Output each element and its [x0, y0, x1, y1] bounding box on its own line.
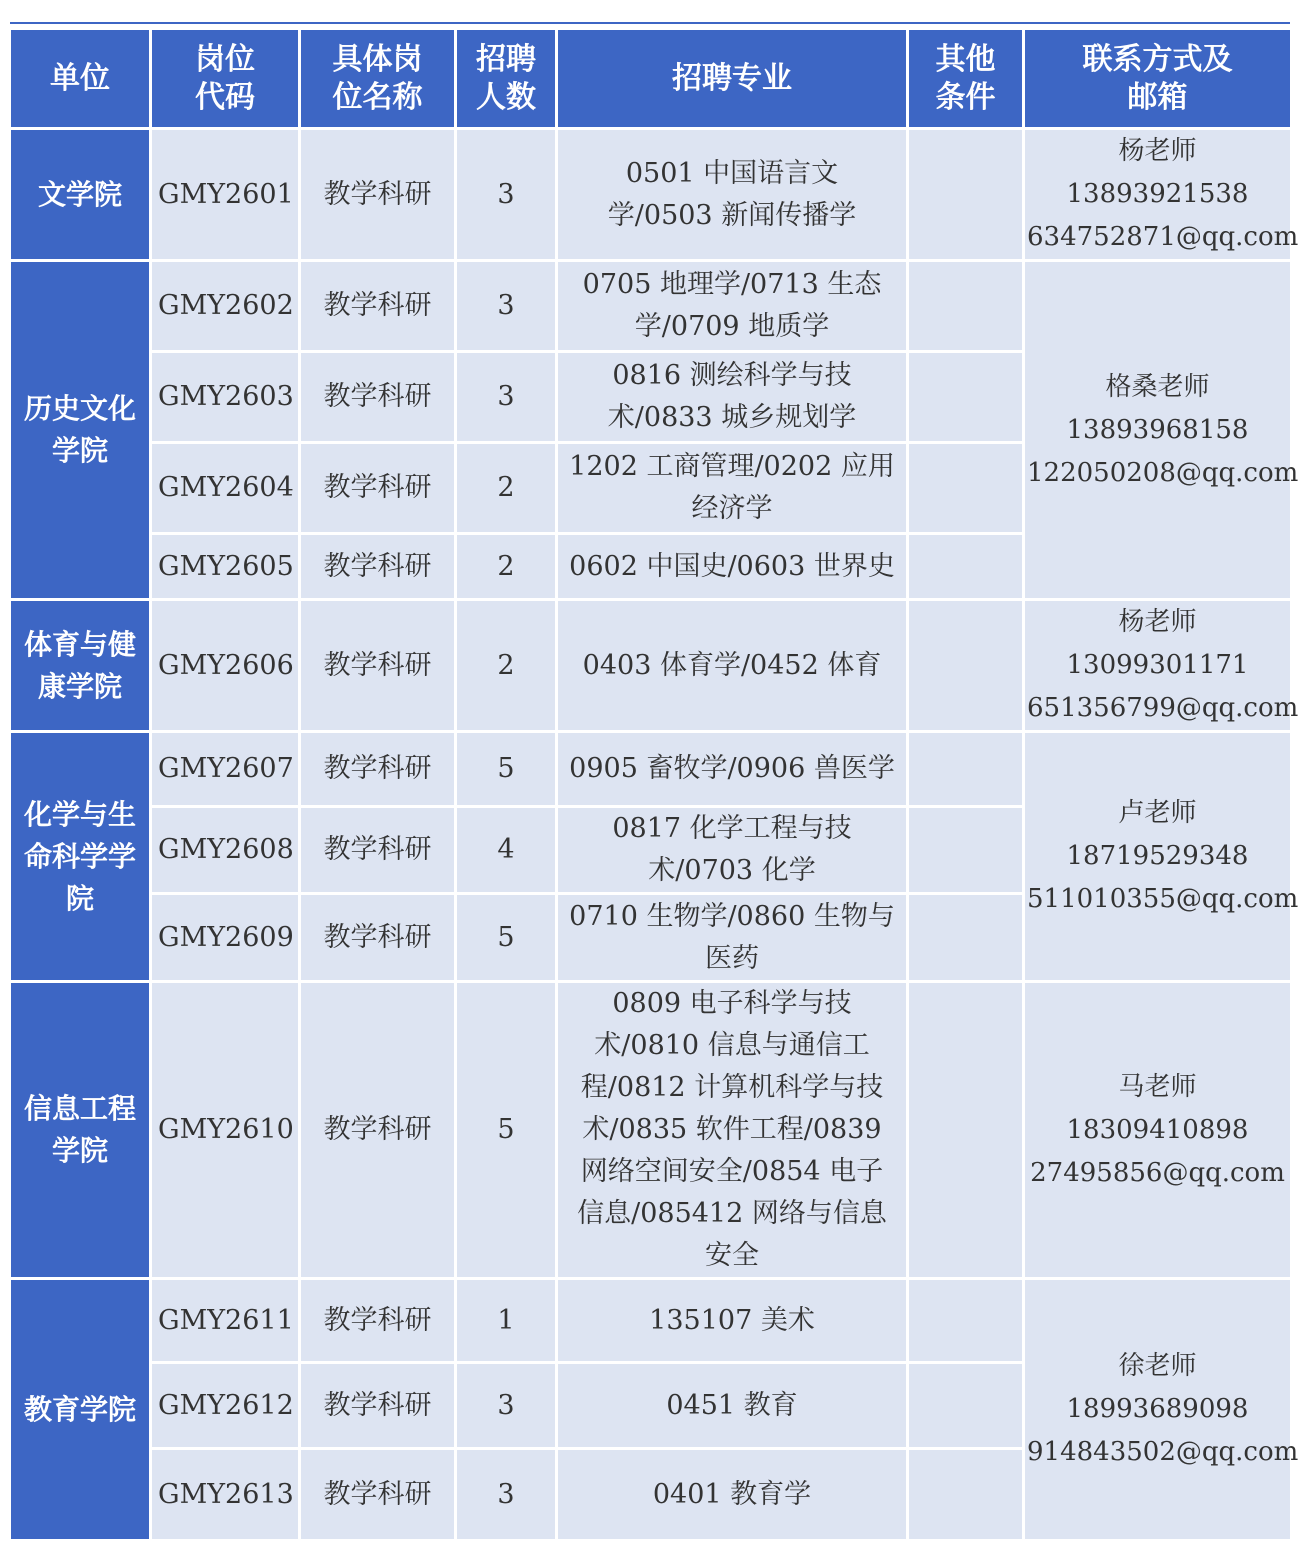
count-cell: 4 [456, 807, 557, 894]
contact-cell [1024, 982, 1292, 1279]
header-major: 招聘专业 [557, 29, 908, 129]
major-cell: 0817 化学工程与技术/0703 化学 [557, 807, 908, 894]
unit-cell: 教育学院 [10, 1279, 151, 1541]
contact-email: 27495856@qq.com [1030, 1157, 1285, 1188]
contact-teacher: 徐老师 [1118, 1351, 1197, 1381]
header-other: 其他条件 [908, 29, 1024, 129]
position-cell: 教学科研 [300, 1279, 456, 1363]
count-cell: 1 [456, 1279, 557, 1363]
count-cell: 2 [456, 600, 557, 732]
contact-cell [1024, 732, 1299, 982]
major-cell: 0401 教育学 [557, 1449, 908, 1541]
unit-cell: 体育与健康学院 [10, 600, 151, 732]
contact-phone: 18993689098 [1066, 1394, 1249, 1424]
major-cell: 0403 体育学/0452 体育 [557, 600, 908, 732]
major-cell: 0905 畜牧学/0906 兽医学 [557, 732, 908, 807]
count-cell: 2 [456, 443, 557, 534]
header-position: 具体岗位名称 [300, 29, 456, 129]
code-cell: GMY2605 [151, 534, 300, 600]
code-cell: GMY2603 [151, 352, 300, 443]
code-cell: GMY2608 [151, 807, 300, 894]
contact-teacher: 马老师 [1118, 1071, 1197, 1102]
contact-phone: 18309410898 [1066, 1114, 1249, 1145]
other-cell [908, 982, 1024, 1279]
other-cell [908, 807, 1024, 894]
major-cell: 135107 美术 [557, 1279, 908, 1363]
unit-cell: 信息工程学院 [10, 982, 151, 1279]
major-cell: 0710 生物学/0860 生物与医药 [557, 894, 908, 982]
other-cell [908, 732, 1024, 807]
unit-cell: 文学院 [10, 129, 151, 261]
other-cell [908, 261, 1024, 352]
count-cell: 5 [456, 982, 557, 1279]
contact-phone: 13099301171 [1066, 650, 1249, 680]
position-cell: 教学科研 [300, 1363, 456, 1449]
contact-phone: 13893921538 [1066, 179, 1249, 209]
code-cell: GMY2607 [151, 732, 300, 807]
major-cell: 0809 电子科学与技术/0810 信息与通信工程/0812 计算机科学与技术/0835 软件工程/0839 网络空间安全/0854 电子信息/085412 网络与信息安全 [557, 982, 908, 1279]
position-cell: 教学科研 [300, 443, 456, 534]
recruitment-table [8, 27, 1299, 1542]
contact-teacher: 卢老师 [1118, 798, 1197, 828]
code-cell: GMY2610 [151, 982, 300, 1279]
contact-email: 914843502@qq.com [1027, 1437, 1299, 1467]
other-cell [908, 443, 1024, 534]
position-cell: 教学科研 [300, 894, 456, 982]
unit-cell: 历史文化学院 [10, 261, 151, 600]
table-row [10, 1279, 1292, 1363]
count-cell: 3 [456, 1449, 557, 1541]
major-cell: 0451 教育 [557, 1363, 908, 1449]
count-cell: 3 [456, 352, 557, 443]
other-cell [908, 1279, 1024, 1363]
count-cell: 3 [456, 1363, 557, 1449]
contact-phone: 13893968158 [1066, 414, 1249, 445]
position-cell: 教学科研 [300, 732, 456, 807]
position-cell: 教学科研 [300, 534, 456, 600]
header-contact: 联系方式及邮箱 [1024, 29, 1292, 129]
code-cell: GMY2612 [151, 1363, 300, 1449]
contact-cell [1024, 129, 1299, 261]
count-cell: 3 [456, 129, 557, 261]
contact-teacher: 格桑老师 [1105, 371, 1210, 402]
other-cell [908, 894, 1024, 982]
table-row [10, 732, 1292, 807]
contact-email: 651356799@qq.com [1027, 693, 1299, 723]
position-cell: 教学科研 [300, 982, 456, 1279]
count-cell: 5 [456, 894, 557, 982]
unit-cell: 化学与生命科学学院 [10, 732, 151, 982]
other-cell [908, 534, 1024, 600]
other-cell [908, 129, 1024, 261]
code-cell: GMY2611 [151, 1279, 300, 1363]
code-cell: GMY2604 [151, 443, 300, 534]
top-rule [10, 22, 1290, 24]
other-cell [908, 1449, 1024, 1541]
position-cell: 教学科研 [300, 1449, 456, 1541]
header-count: 招聘人数 [456, 29, 557, 129]
major-cell: 0501 中国语言文学/0503 新闻传播学 [557, 129, 908, 261]
code-cell: GMY2602 [151, 261, 300, 352]
table-row [10, 129, 1292, 261]
other-cell [908, 600, 1024, 732]
position-cell: 教学科研 [300, 261, 456, 352]
major-cell: 1202 工商管理/0202 应用经济学 [557, 443, 908, 534]
major-cell: 0705 地理学/0713 生态学/0709 地质学 [557, 261, 908, 352]
code-cell: GMY2601 [151, 129, 300, 261]
major-cell: 0602 中国史/0603 世界史 [557, 534, 908, 600]
contact-email: 634752871@qq.com [1027, 222, 1299, 252]
major-cell: 0816 测绘科学与技术/0833 城乡规划学 [557, 352, 908, 443]
table-row [10, 600, 1292, 732]
contact-email: 122050208@qq.com [1027, 457, 1299, 488]
code-cell: GMY2613 [151, 1449, 300, 1541]
other-cell [908, 352, 1024, 443]
contact-teacher: 杨老师 [1118, 136, 1197, 166]
position-cell: 教学科研 [300, 807, 456, 894]
table-row [10, 982, 1292, 1279]
header-row [10, 29, 1292, 129]
position-cell: 教学科研 [300, 129, 456, 261]
position-cell: 教学科研 [300, 600, 456, 732]
contact-cell [1024, 600, 1299, 732]
code-cell: GMY2606 [151, 600, 300, 732]
position-cell: 教学科研 [300, 352, 456, 443]
header-code: 岗位代码 [151, 29, 300, 129]
code-cell: GMY2609 [151, 894, 300, 982]
contact-phone: 18719529348 [1066, 841, 1249, 871]
header-unit: 单位 [10, 29, 151, 129]
table-row [10, 261, 1292, 352]
other-cell [908, 1363, 1024, 1449]
contact-email: 511010355@qq.com [1027, 884, 1299, 914]
contact-teacher: 杨老师 [1118, 607, 1197, 637]
count-cell: 3 [456, 261, 557, 352]
contact-cell [1024, 261, 1299, 600]
count-cell: 2 [456, 534, 557, 600]
contact-cell [1024, 1279, 1299, 1541]
count-cell: 5 [456, 732, 557, 807]
